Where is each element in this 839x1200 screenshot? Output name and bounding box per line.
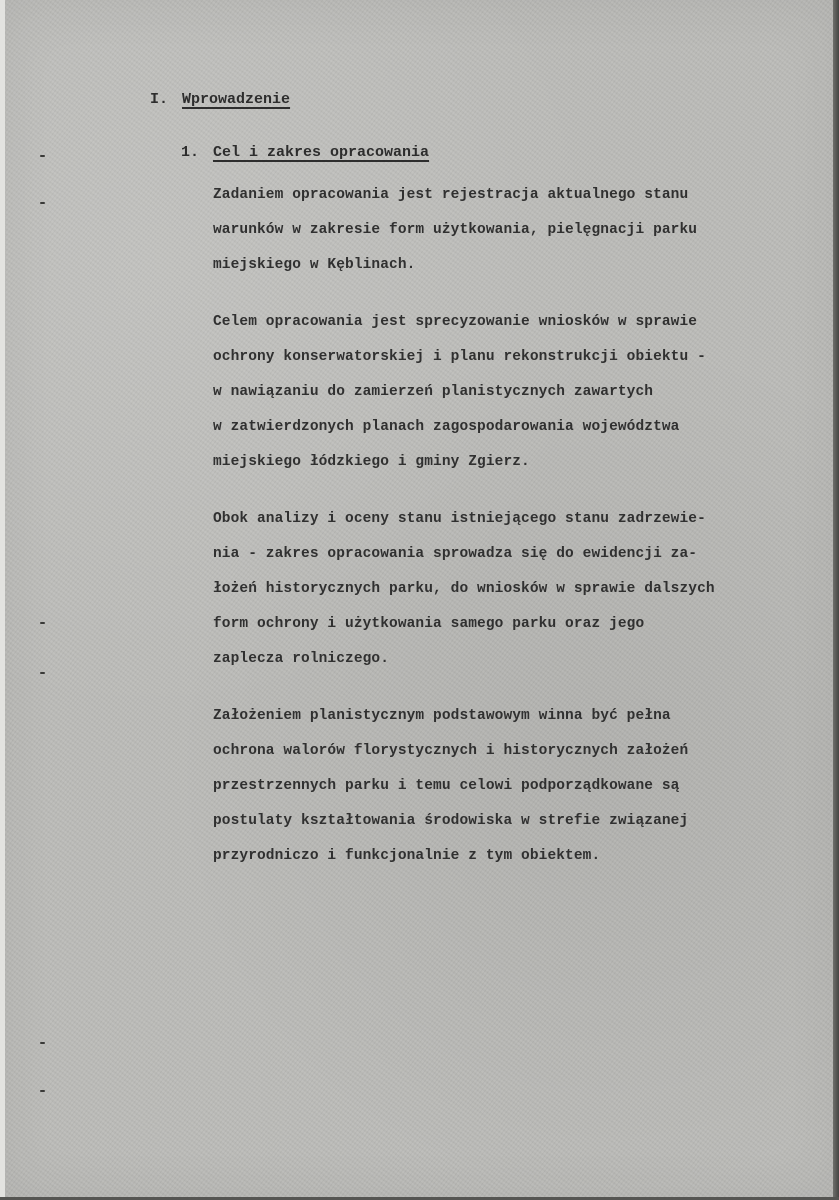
subsection-heading — [181, 144, 429, 161]
subsection-title: Cel i zakres opracowania — [213, 144, 430, 161]
text-line: ochrona walorów florystycznych i historycznych założeń — [213, 743, 689, 759]
text-line: zaplecza rolniczego. — [213, 651, 390, 667]
paragraph-goal — [213, 305, 813, 480]
section-number: I. — [150, 91, 169, 108]
body-text — [213, 178, 813, 896]
text-line: ochrony konserwatorskiej i planu rekonstrukcji obiektu - — [213, 349, 706, 365]
margin-mark — [40, 1090, 45, 1092]
text-line: nia - zakres opracowania sprowadza się do ewidencji za- — [213, 546, 698, 562]
text-line: przestrzennych parku i temu celowi podporządkowane są — [213, 778, 680, 794]
text-line: Obok analizy i oceny stanu istniejącego stanu zadrzewie- — [213, 511, 706, 527]
text-line: postulaty kształtowania środowiska w strefie związanej — [213, 813, 689, 829]
text-line: form ochrony i użytkowania samego parku oraz jego — [213, 616, 645, 632]
text-line: Zadaniem opracowania jest rejestracja aktualnego stanu — [213, 187, 689, 203]
margin-mark — [40, 202, 45, 204]
text-line: przyrodniczo i funkcjonalnie z tym obiektem. — [213, 848, 601, 864]
text-line: łożeń historycznych parku, do wniosków w sprawie dalszych — [213, 581, 715, 597]
paragraph-scope — [213, 502, 813, 677]
margin-mark — [40, 672, 45, 674]
paragraph-assumption — [213, 699, 813, 874]
text-line: warunków w zakresie form użytkowania, pielęgnacji parku — [213, 222, 698, 238]
page-right-edge — [833, 0, 839, 1200]
margin-mark — [40, 1042, 45, 1044]
text-line: Celem opracowania jest sprecyzowanie wniosków w sprawie — [213, 314, 698, 330]
text-line: w zatwierdzonych planach zagospodarowania województwa — [213, 419, 680, 435]
text-line: Założeniem planistycznym podstawowym winna być pełna — [213, 708, 671, 724]
margin-mark — [40, 155, 45, 157]
text-line: miejskiego łódzkiego i gminy Zgierz. — [213, 454, 530, 470]
section-heading — [150, 91, 290, 108]
text-line: w nawiązaniu do zamierzeń planistycznych zawartych — [213, 384, 654, 400]
page-left-edge — [0, 0, 5, 1200]
section-title: Wprowadzenie — [182, 91, 291, 108]
subsection-number: 1. — [181, 144, 200, 161]
margin-mark — [40, 622, 45, 624]
paragraph-purpose — [213, 178, 813, 283]
text-line: miejskiego w Kęblinach. — [213, 257, 416, 273]
